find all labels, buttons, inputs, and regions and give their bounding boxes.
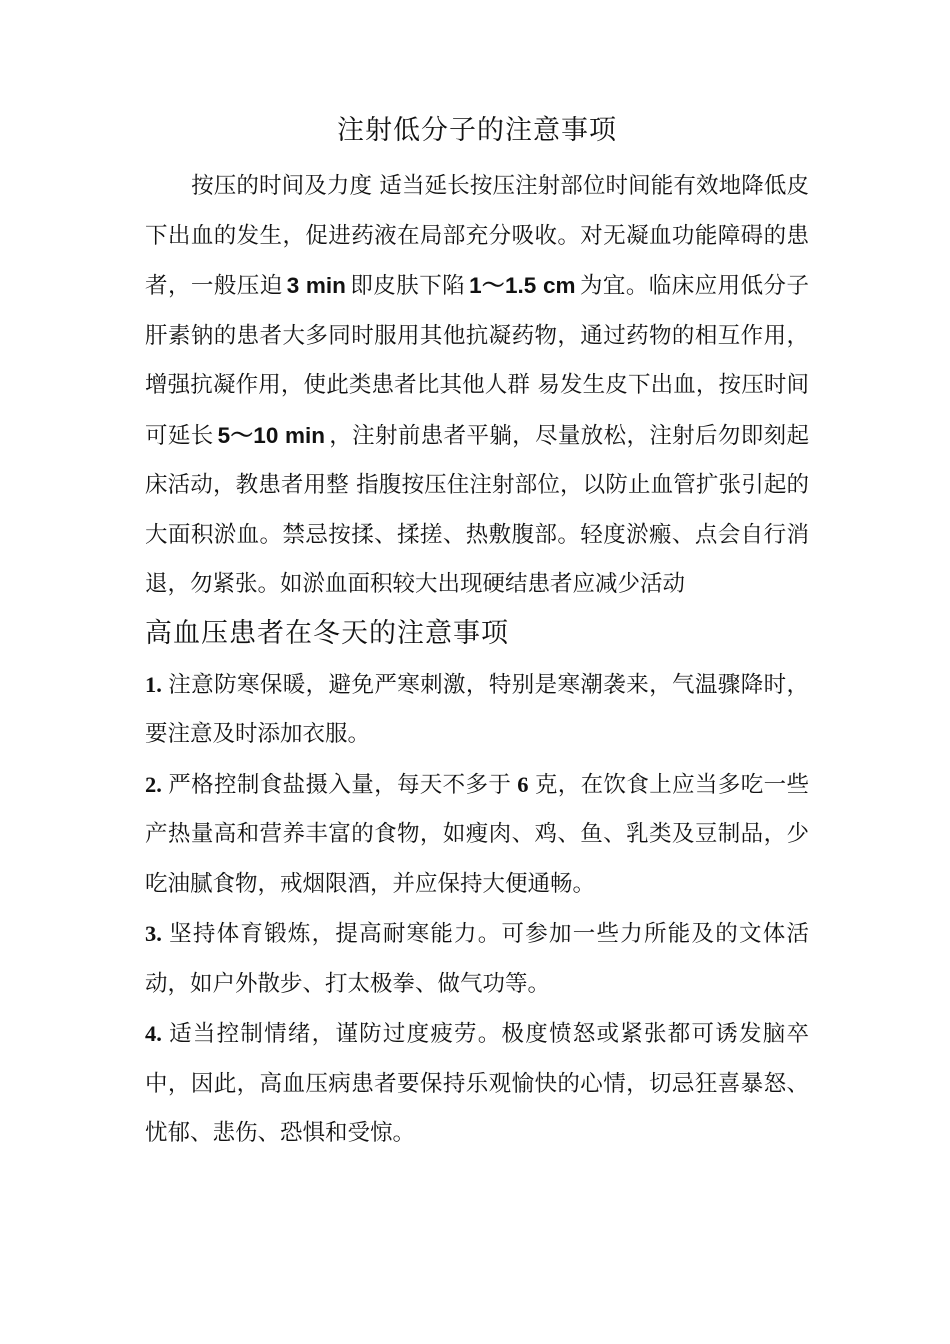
list-item [145,760,809,910]
item-number: 1 [145,671,157,697]
item-text: 严格控制食盐摄入量，每天不多于 [167,771,512,798]
body-segment: ，注射前患者平躺，尽量放松，注射后勿即刻起床活动，教患者用整 指腹按压住注射部位，以防止血管扩张引起的大面积淤血。禁忌按揉、揉搓、热敷腹部。轻度淤瘢、点会自行消退，勿紧张。如淤血面积较大出现硬结患者应减少活动 [145,422,809,597]
item-text: 坚持体育锻炼，提高耐寒能力。可参加一些力所能及的文体活动，如户外散步、打太极拳、做气功等。 [145,921,809,997]
inline-number: 6 [517,771,529,797]
list-item [145,660,809,760]
list-item [145,909,809,1009]
item-number: 2 [145,771,157,797]
body-segment: 按压的时间及力度 适当延长按压注射部位时间能有效地降低皮下出血的发生，促进药液在局部充分吸收。对无凝血功能障碍的患者，一般压迫 [145,173,809,299]
item-number: 3 [145,921,157,946]
value-skin-depth: 1～1.5 cm [469,273,576,298]
body-segment: 即皮肤下陷 [349,273,466,299]
item-text: 适当控制情绪，谨防过度疲劳。极度愤怒或紧张都可诱发脑卒中，因此，高血压病患者要保持乐观愉快的心情，切忌狂喜暴怒、忧郁、悲伤、恐惧和受惊。 [145,1021,809,1146]
list-item [145,1009,809,1159]
item-number-dot: . [156,771,162,797]
item-number-dot: . [156,671,162,697]
body-segment: 为宜。临床应用低分子肝素钠的患者大多同时服用其他抗凝药物，通过药物的相互作用，增强抗凝作用，使此类患者比其他人群 易发生皮下出血，按压时间可延长 [145,273,809,449]
section1-body [145,162,809,610]
item-number-dot: . [156,1021,162,1046]
item-number: 4 [145,1021,157,1046]
section2-title: 高血压患者在冬天的注意事项 [145,617,509,649]
value-pressure-time: 3 min [286,273,346,298]
item-text: 注意防寒保暖，避免严寒刺激，特别是寒潮袭来，气温骤降时，要注意及时添加衣服。 [145,671,809,747]
item-number-dot: . [156,921,162,946]
section1-title: 注射低分子的注意事项 [337,115,617,146]
item-text: 克，在饮食上应当多吃一些产热量高和营养丰富的食物，如瘦肉、鸡、鱼、乳类及豆制品，少吃油腻食物，戒烟限酒，并应保持大便通畅。 [145,771,809,897]
value-extended-time: 5～10 min [217,422,325,448]
document-page [145,108,809,1159]
